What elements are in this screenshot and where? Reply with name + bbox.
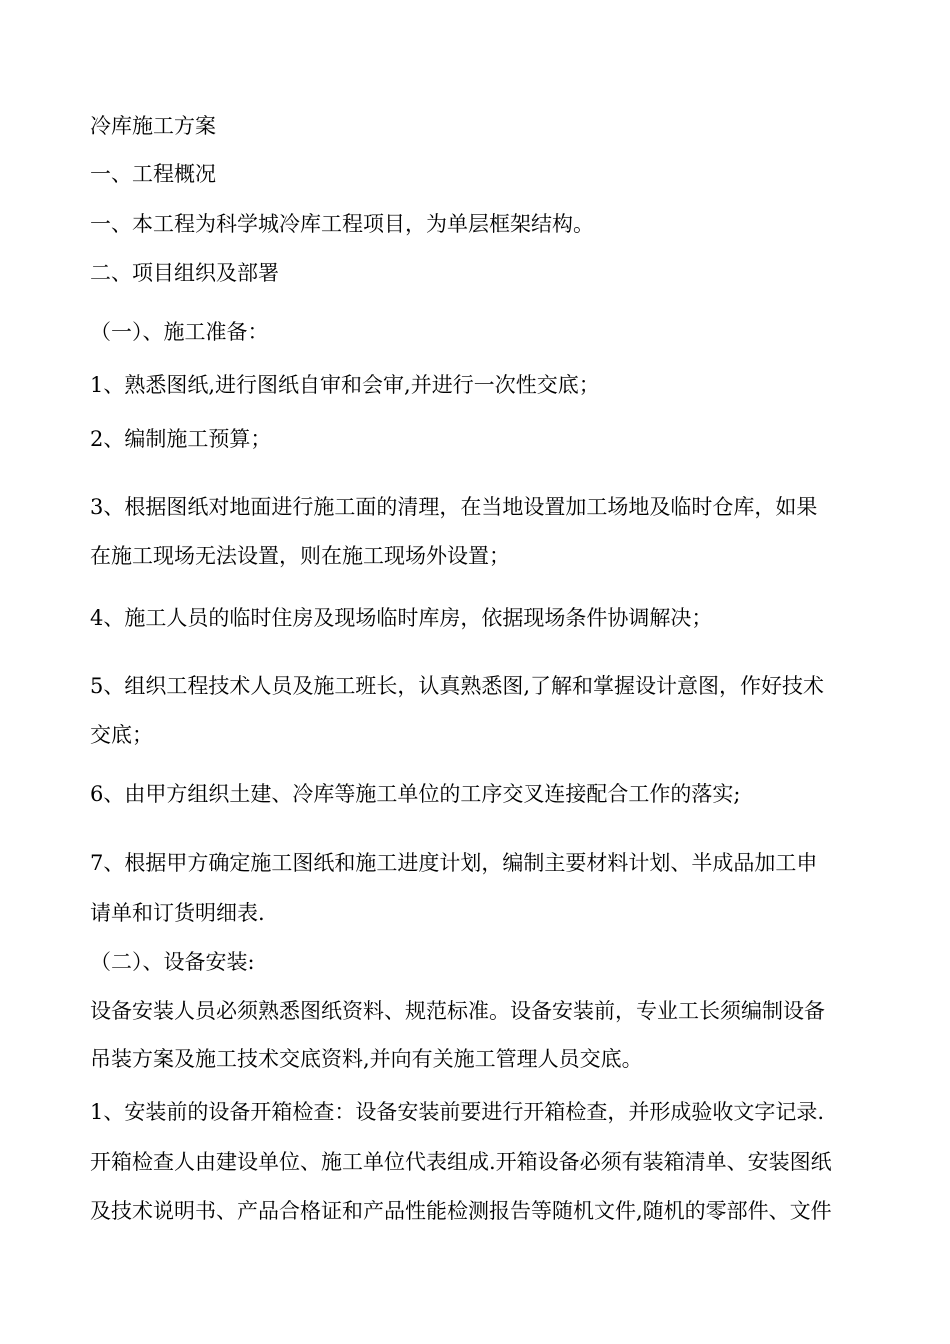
- list-item: 1、安装前的设备开箱检查：设备安装前要进行开箱检查，并形成验收文字记录.: [90, 1100, 825, 1124]
- list-item-continuation: 在施工现场无法设置，则在施工现场外设置；: [90, 544, 510, 568]
- document-title: 冷库施工方案: [90, 114, 216, 138]
- section-heading: 一、工程概况: [90, 162, 216, 186]
- list-item-continuation: 开箱检查人由建设单位、施工单位代表组成.开箱设备必须有装箱清单、安装图纸: [90, 1150, 832, 1174]
- subsection-heading: （一）、施工准备：: [90, 320, 269, 344]
- paragraph-line: 设备安装人员必须熟悉图纸资料、规范标准。设备安装前，专业工长须编制设备: [90, 999, 825, 1023]
- list-item: 4、施工人员的临时住房及现场临时库房，依据现场条件协调解决；: [90, 606, 713, 630]
- list-item: 2、编制施工预算；: [90, 427, 272, 451]
- list-item: 6、由甲方组织土建、冷库等施工单位的工序交叉连接配合工作的落实;: [90, 782, 741, 806]
- list-item-continuation: 请单和订货明细表.: [90, 901, 265, 925]
- section-heading: 二、项目组织及部署: [90, 261, 279, 285]
- subsection-heading: （二）、设备安装:: [90, 950, 255, 974]
- list-item: 5、组织工程技术人员及施工班长，认真熟悉图,了解和掌握设计意图，作好技术: [90, 674, 825, 698]
- list-item-continuation: 交底；: [90, 723, 153, 747]
- list-item: 7、根据甲方确定施工图纸和施工进度计划，编制主要材料计划、半成品加工申: [90, 851, 818, 875]
- paragraph-line: 一、本工程为科学城冷库工程项目，为单层框架结构。: [90, 212, 594, 236]
- list-item: 3、根据图纸对地面进行施工面的清理，在当地设置加工场地及临时仓库，如果: [90, 495, 818, 519]
- list-item-continuation: 及技术说明书、产品合格证和产品性能检测报告等随机文件,随机的零部件、文件: [90, 1199, 832, 1223]
- list-item: 1、熟悉图纸,进行图纸自审和会审,并进行一次性交底；: [90, 373, 600, 397]
- paragraph-line: 吊装方案及施工技术交底资料,并向有关施工管理人员交底。: [90, 1047, 643, 1071]
